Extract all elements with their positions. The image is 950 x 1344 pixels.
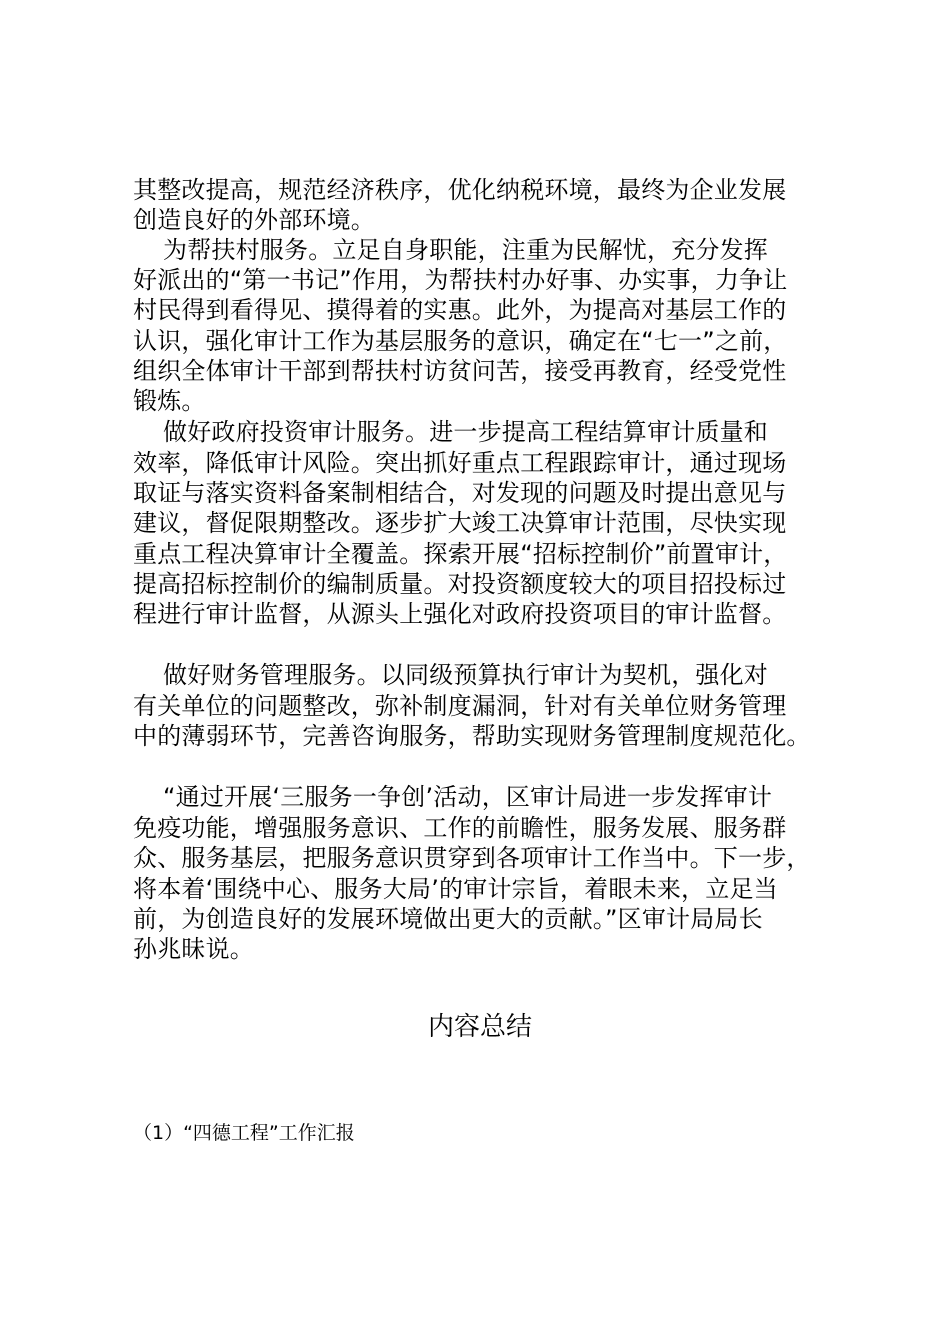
paragraph-line: 众、服务基层，把服务意识贯穿到各项审计工作当中。下一步， — [133, 844, 811, 872]
paragraph-line: 做好财务管理服务。以同级预算执行审计为契机，强化对 — [163, 661, 768, 689]
paragraph-line: 认识，强化审计工作为基层服务的意识，确定在“七一”之前， — [133, 327, 788, 355]
summary-item: （1）“四德工程”工作汇报 — [133, 1122, 355, 1144]
paragraph-line: 免疫功能，增强服务意识、工作的前瞻性，服务发展、服务群 — [133, 814, 787, 842]
paragraph-line: 有关单位的问题整改，弥补制度漏洞，针对有关单位财务管理 — [133, 692, 787, 720]
paragraph-line: “通过开展‘三服务一争创’活动，区审计局进一步发挥审计 — [163, 783, 773, 811]
paragraph-line: 中的薄弱环节，完善咨询服务，帮助实现财务管理制度规范化。 — [133, 722, 811, 750]
paragraph-line: 做好政府投资审计服务。进一步提高工程结算审计质量和 — [163, 418, 768, 446]
paragraph-line: 锻炼。 — [133, 387, 206, 415]
summary-title: 内容总结 — [427, 1012, 532, 1042]
paragraph-line: 村民得到看得见、摸得着的实惠。此外，为提高对基层工作的 — [133, 296, 787, 324]
paragraph-line: 效率，降低审计风险。突出抓好重点工程跟踪审计，通过现场 — [133, 449, 787, 477]
paragraph-line: 提高招标控制价的编制质量。对投资额度较大的项目招投标过 — [133, 570, 787, 598]
paragraph-line: 其整改提高，规范经济秩序，优化纳税环境，最终为企业发展 — [133, 176, 787, 204]
paragraph-line: 重点工程决算审计全覆盖。探索开展“招标控制价”前置审计， — [133, 540, 788, 568]
paragraph-line: 为帮扶村服务。立足自身职能，注重为民解忧，充分发挥 — [163, 236, 768, 264]
paragraph-line: 前，为创造良好的发展环境做出更大的贡献。”区审计局局长 — [133, 905, 763, 933]
paragraph-line: 创造良好的外部环境。 — [133, 206, 375, 234]
paragraph-line: 建议，督促限期整改。逐步扩大竣工决算审计范围，尽快实现 — [133, 509, 787, 537]
paragraph-line: 好派出的“第一书记”作用，为帮扶村办好事、办实事，力争让 — [133, 266, 788, 294]
paragraph-line: 取证与落实资料备案制相结合，对发现的问题及时提出意见与 — [133, 479, 787, 507]
paragraph-line: 将本着‘围绕中心、服务大局’的审计宗旨，着眼未来，立足当 — [133, 875, 778, 903]
paragraph-line: 组织全体审计干部到帮扶村访贫问苦，接受再教育，经受党性 — [133, 357, 787, 385]
paragraph-line: 程进行审计监督，从源头上强化对政府投资项目的审计监督。 — [133, 600, 787, 628]
paragraph-line: 孙兆昧说。 — [133, 935, 254, 963]
